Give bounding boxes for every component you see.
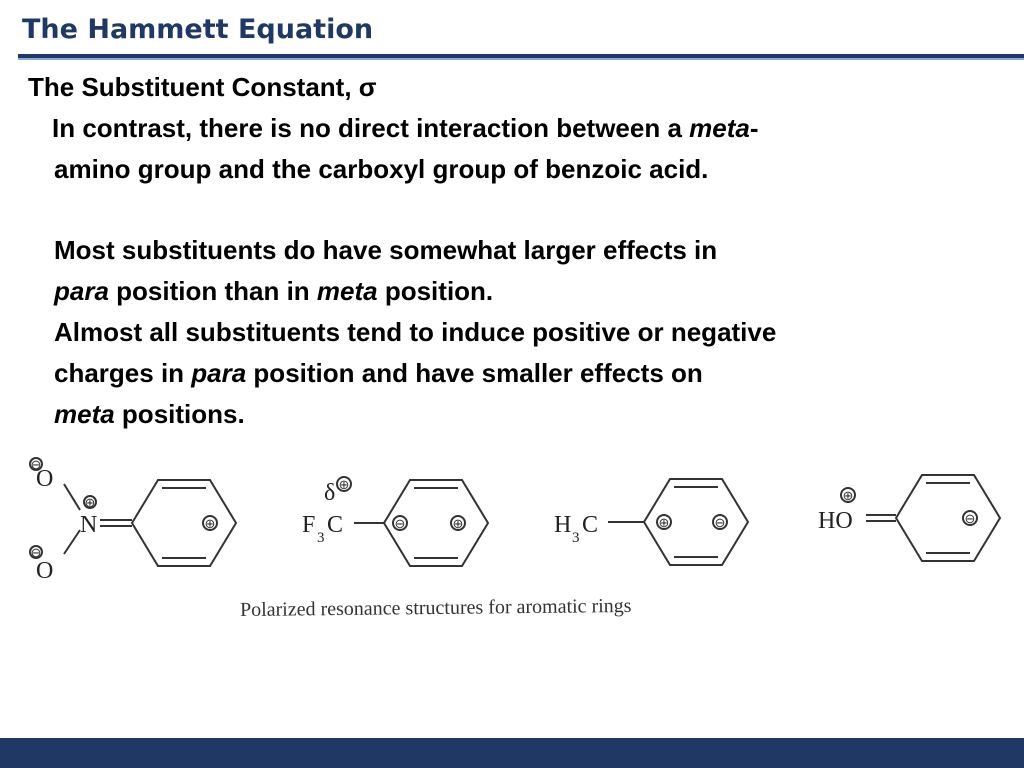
oxygen-label: O [36,558,54,584]
negative-charge-icon: ⊖ [30,545,42,560]
hydroxy-structure [841,475,1000,561]
cf3-structure [337,477,488,566]
positive-charge-icon: ⊕ [338,477,350,492]
positive-charge-icon: ⊕ [84,495,96,510]
positive-charge-icon: ⊕ [658,515,670,530]
paragraph-line: meta positions. [54,399,245,429]
hydrogen-label: H [554,512,572,538]
footer-bar [0,738,1024,768]
nitro-structure [30,458,236,566]
paragraph-line: Most substituents do have somewhat larger effects in [54,235,718,265]
subscript-label: 3 [572,530,580,546]
oxygen-label: O [36,466,54,492]
delta-label: δ [324,480,336,506]
paragraph-line: amino group and the carboxyl group of benzoic acid. [54,154,709,184]
nitrogen-label: N [80,512,98,538]
negative-charge-icon: ⊖ [30,457,42,472]
negative-charge-icon: ⊖ [714,515,726,530]
paragraph-line: In contrast, there is no direct interaction between a meta- [52,113,759,143]
carbon-label: C [327,512,344,538]
subscript-label: 3 [317,530,325,546]
title-underline [18,54,1024,60]
negative-charge-icon: ⊖ [964,511,976,526]
ch3-structure [608,479,748,565]
paragraph-line: charges in para position and have smaller effects on [54,358,703,388]
figure-caption: Polarized resonance structures for aromatic rings [239,594,632,622]
carbon-label: C [582,512,599,538]
negative-charge-icon: ⊖ [394,516,406,531]
hydroxyl-label: HO [818,508,853,534]
positive-charge-icon: ⊕ [452,516,464,531]
paragraph-line: Almost all substituents tend to induce positive or negative [54,317,777,347]
paragraph-substituent-effects [54,230,1014,435]
paragraph-line: para position than in meta position. [54,276,494,306]
paragraph-meta-amino [52,108,1012,190]
positive-charge-icon: ⊕ [204,516,216,531]
positive-charge-icon: ⊕ [842,488,854,503]
fluorine-label: F [302,512,316,538]
subtitle: The Substituent Constant, σ [28,72,377,102]
slide-title: The Hammett Equation [22,14,374,45]
